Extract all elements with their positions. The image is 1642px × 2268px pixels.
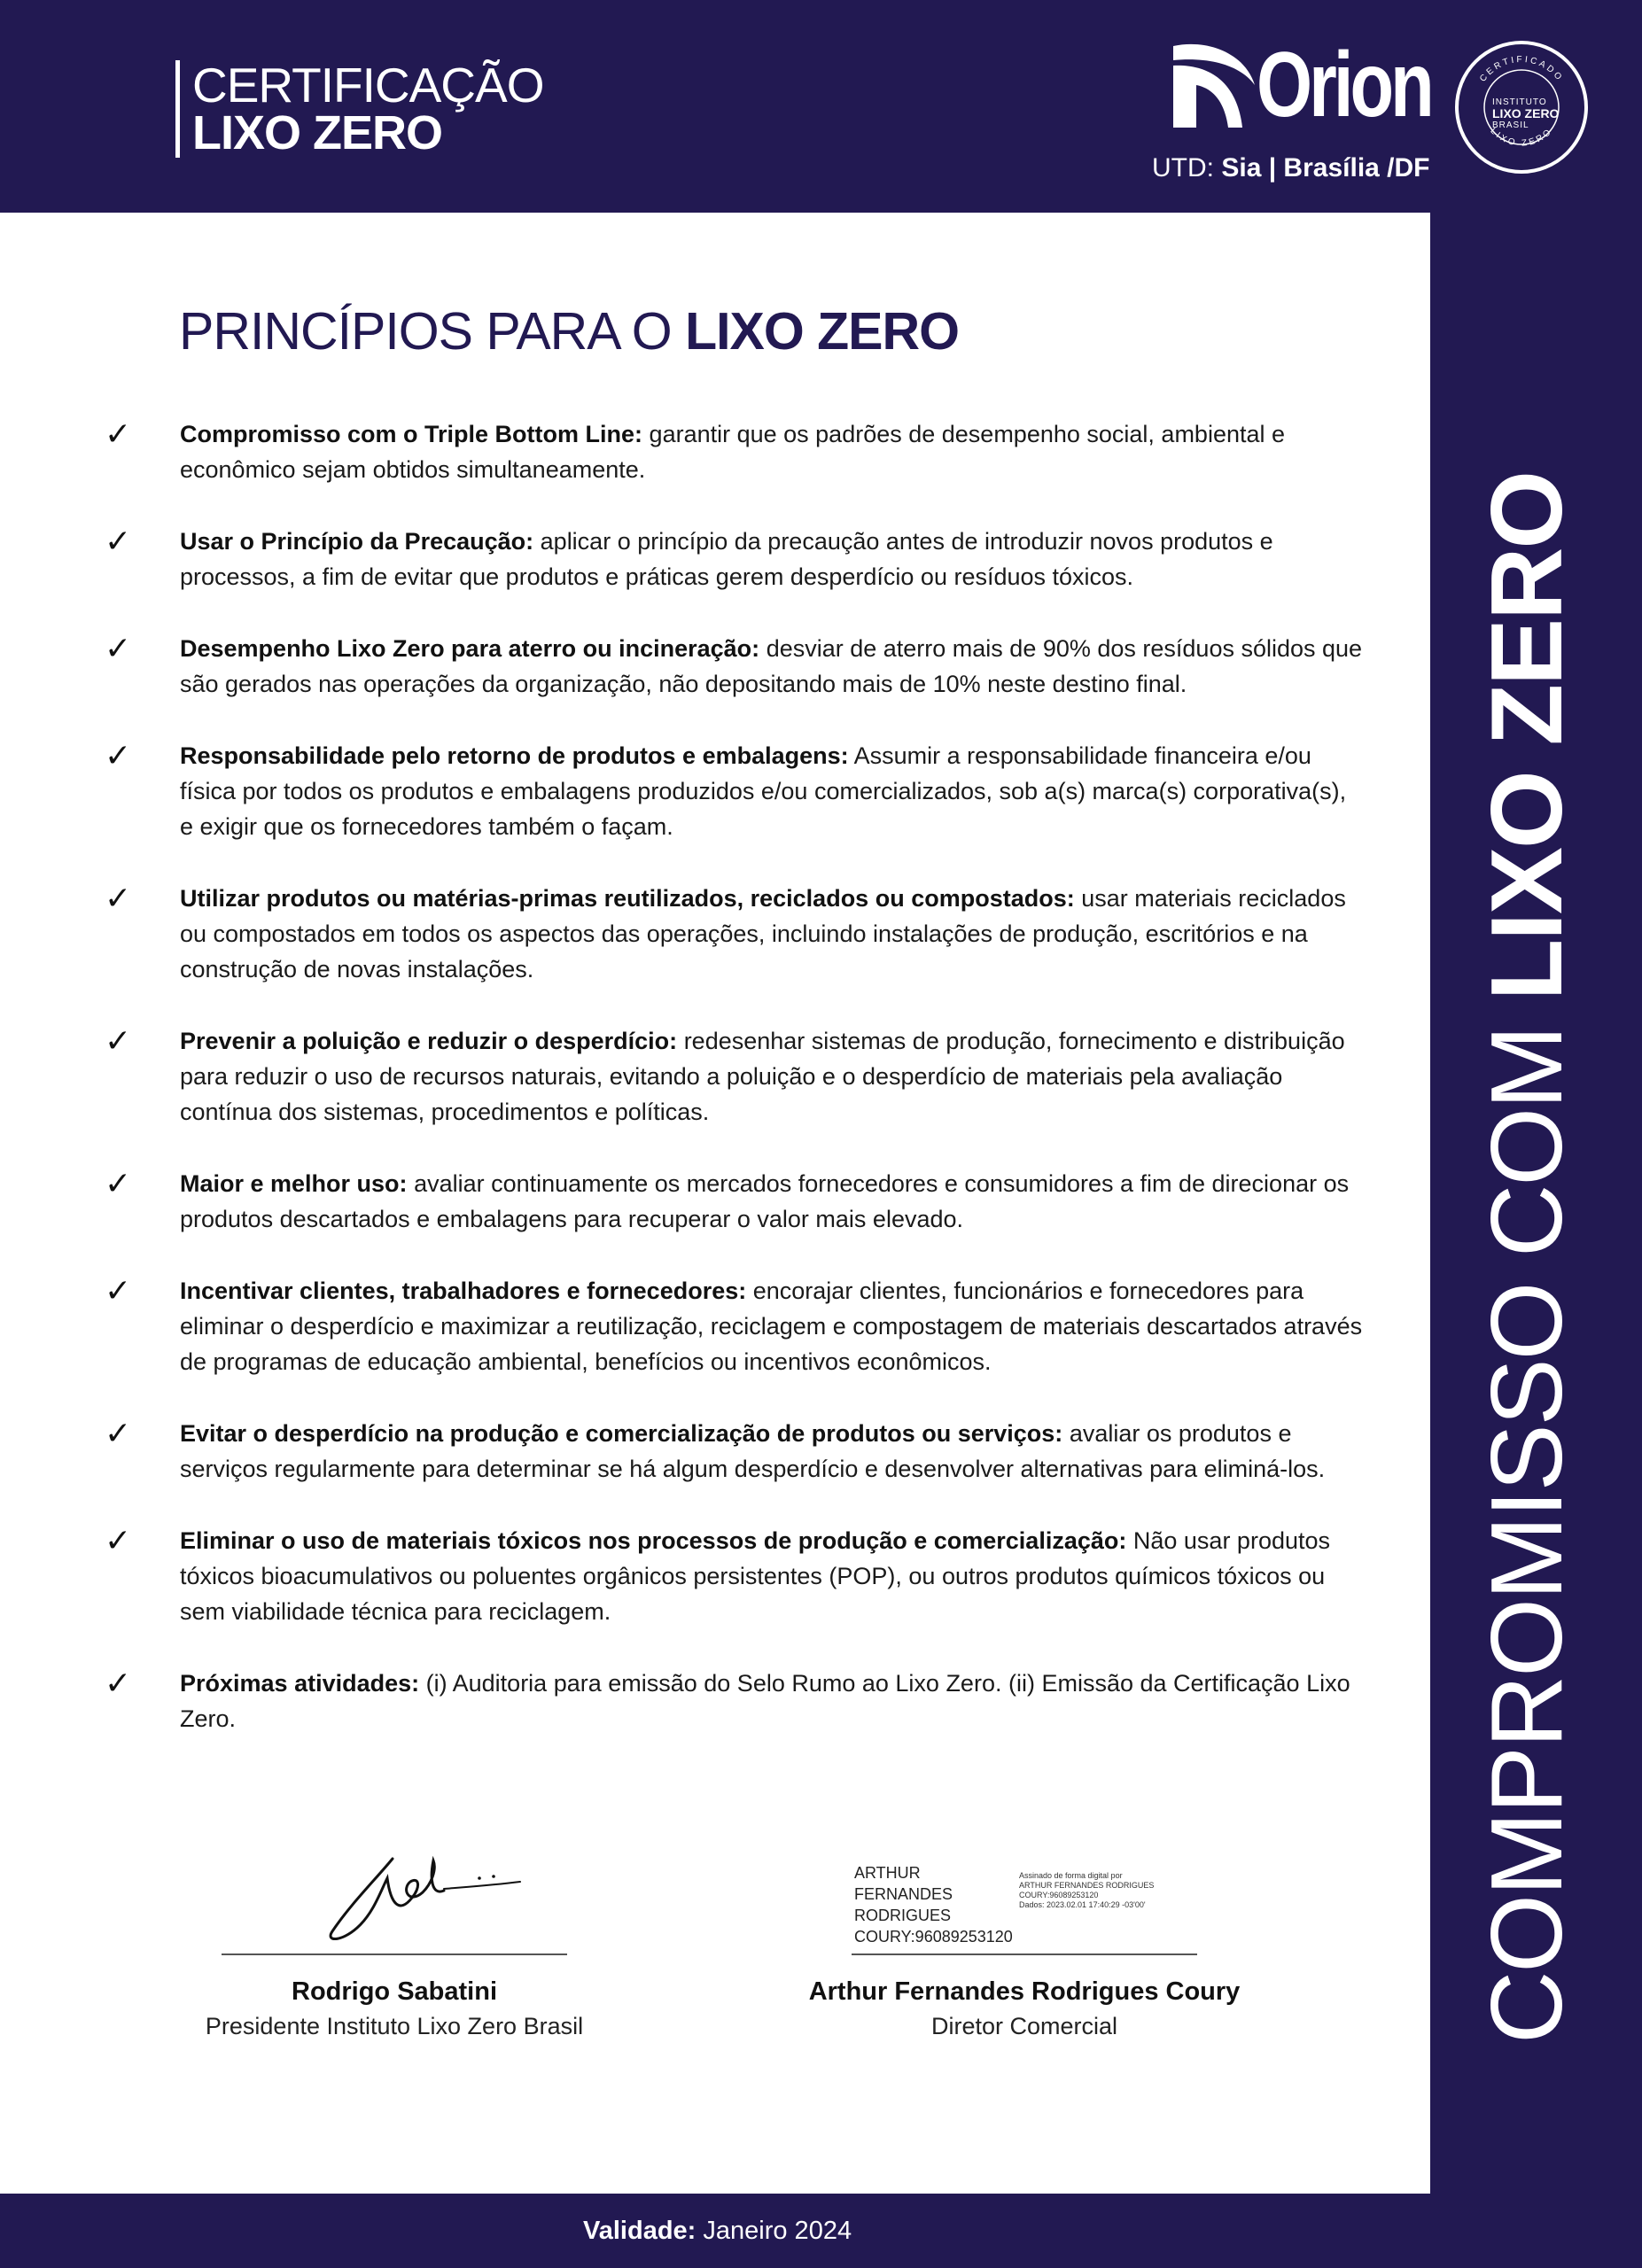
utd-label: UTD: bbox=[1152, 153, 1214, 183]
principle-text: (i) Auditoria para emissão do Selo Rumo ao Lixo Zero. (ii) Emissão da Certificação Lixo Zero. bbox=[180, 1670, 1350, 1732]
principle-heading: Usar o Princípio da Precaução: bbox=[180, 528, 534, 555]
utd-location bbox=[1152, 152, 1430, 184]
check-mark-icon: ✓ bbox=[105, 1415, 132, 1451]
principle-item bbox=[0, 1416, 1365, 1487]
orion-wordmark: Orion bbox=[1257, 34, 1431, 136]
signature-line bbox=[852, 1953, 1197, 1955]
check-mark-icon: ✓ bbox=[105, 1522, 132, 1558]
principle-text: avaliar os produtos e serviços regularmente para determinar se há algum desperdício e desenvolver alternativas para eliminá-los. bbox=[180, 1420, 1326, 1482]
principle-item bbox=[0, 1023, 1365, 1130]
principle-item bbox=[0, 631, 1365, 702]
side-slogan-strong: LIXO ZERO bbox=[1471, 471, 1584, 1001]
orion-logo bbox=[1170, 34, 1431, 136]
seal-arc-top: CERTIFICADO bbox=[1477, 54, 1566, 84]
check-mark-icon: ✓ bbox=[105, 1022, 132, 1059]
principle-heading: Prevenir a poluição e reduzir o desperdício: bbox=[180, 1028, 678, 1054]
header-band bbox=[0, 0, 1642, 213]
principle-heading: Próximas atividades: bbox=[180, 1670, 420, 1697]
digital-note-line: Assinado de forma digital por bbox=[1019, 1871, 1123, 1880]
digital-signature-name: ARTHUR FERNANDES RODRIGUES COURY:96089253120 bbox=[854, 1864, 1013, 1946]
signer-name: Arthur Fernandes Rodrigues Coury bbox=[808, 1977, 1241, 2006]
validity-label: Validade: bbox=[583, 2217, 696, 2245]
check-mark-icon: ✓ bbox=[105, 523, 132, 559]
digital-note-line: Dados: 2023.02.01 17:40:29 -03'00' bbox=[1019, 1900, 1146, 1909]
principle-text: desviar de aterro mais de 90% dos resíduos sólidos que são gerados nas operações da organização, não depositando mais de 10% neste destino final. bbox=[180, 635, 1363, 697]
digital-note-line: ARTHUR FERNANDES RODRIGUES bbox=[1019, 1881, 1155, 1890]
lixo-zero-seal-icon bbox=[1455, 41, 1588, 174]
page-title-light: PRINCÍPIOS PARA O bbox=[179, 302, 672, 361]
signer-name: Rodrigo Sabatini bbox=[292, 1977, 497, 2006]
orion-leaf-icon bbox=[1170, 39, 1258, 131]
signer-role: Diretor Comercial bbox=[930, 2013, 1118, 2039]
digital-note-line: COURY:96089253120 bbox=[1019, 1891, 1099, 1899]
principle-text: aplicar o princípio da precaução antes de introduzir novos produtos e processos, a fim de evitar que produtos e práticas gerem desperdício ou resíduos tóxicos. bbox=[180, 528, 1273, 590]
side-slogan-light: COMPROMISSO COM bbox=[1471, 1027, 1584, 2045]
principle-item bbox=[0, 416, 1365, 487]
principle-item bbox=[0, 1523, 1365, 1629]
check-mark-icon: ✓ bbox=[105, 737, 132, 773]
footer-band bbox=[0, 2194, 1642, 2268]
principle-text: encorajar clientes, funcionários e fornecedores para eliminar o desperdício e maximizar a reutilização, reciclagem e compostagem de materiais descartados através de programas de educação ambiental, benefícios ou incentivos econômicos. bbox=[180, 1278, 1363, 1375]
principle-heading: Desempenho Lixo Zero para aterro ou incineração: bbox=[180, 635, 760, 662]
validity-value: Janeiro 2024 bbox=[703, 2217, 852, 2245]
seal-name: LIXO ZERO bbox=[1492, 106, 1560, 120]
check-mark-icon: ✓ bbox=[105, 416, 132, 452]
check-mark-icon: ✓ bbox=[105, 630, 132, 666]
check-mark-icon: ✓ bbox=[105, 1272, 132, 1309]
principle-heading: Compromisso com o Triple Bottom Line: bbox=[180, 421, 643, 447]
page-title bbox=[179, 299, 959, 363]
digital-signature-note bbox=[1019, 1871, 1179, 1910]
validity bbox=[583, 2215, 852, 2247]
principle-heading: Utilizar produtos ou matérias-primas reutilizados, reciclados ou compostados: bbox=[180, 885, 1075, 912]
seal-institute: INSTITUTO bbox=[1492, 97, 1547, 107]
principle-heading: Eliminar o uso de materiais tóxicos nos processos de produção e comercialização: bbox=[180, 1527, 1127, 1554]
cert-logo-line2: LIXO ZERO bbox=[192, 106, 443, 159]
principle-text: Assumir a responsabilidade financeira e/ou física por todos os produtos e embalagens produzidos e/ou comercializados, sob a(s) marca(s) corporativa(s), e exigir que os fornecedores também o façam. bbox=[180, 742, 1347, 840]
principle-text: usar materiais reciclados ou compostados em todos os aspectos das operações, incluindo instalações de produção, escritórios e na construção de novas instalações. bbox=[180, 885, 1346, 983]
cert-logo-line1: CERTIFICAÇÃO bbox=[192, 58, 544, 113]
principle-item bbox=[0, 738, 1365, 844]
seal-arc-bottom: LIXO ZERO bbox=[1488, 126, 1555, 149]
principle-text: redesenhar sistemas de produção, fornecimento e distribuição para reduzir o uso de recursos naturais, evitando a poluição e o desperdício de materiais pela avaliação contínua dos sistemas, procedimentos e políticas. bbox=[180, 1028, 1345, 1125]
handwritten-signature bbox=[315, 1843, 527, 1949]
page-title-strong: LIXO ZERO bbox=[685, 302, 960, 361]
principle-item bbox=[0, 881, 1365, 987]
check-mark-icon: ✓ bbox=[105, 1165, 132, 1201]
check-mark-icon: ✓ bbox=[105, 1665, 132, 1701]
seal-country: BRASIL bbox=[1492, 120, 1529, 130]
check-mark-icon: ✓ bbox=[105, 880, 132, 916]
principle-heading: Responsabilidade pelo retorno de produtos e embalagens: bbox=[180, 742, 849, 769]
principle-item bbox=[0, 1273, 1365, 1379]
principle-item bbox=[0, 524, 1365, 594]
principle-item bbox=[0, 1166, 1365, 1237]
principle-item bbox=[0, 1666, 1365, 1736]
principle-text: avaliar continuamente os mercados fornecedores e consumidores a fim de direcionar os produtos descartados e embalagens para recuperar o valor mais elevado. bbox=[180, 1170, 1350, 1232]
side-slogan bbox=[1470, 472, 1585, 2044]
principle-text: Não usar produtos tóxicos bioacumulativos ou poluentes orgânicos persistentes (POP), ou outros produtos químicos tóxicos ou sem viabilidade técnica para reciclagem. bbox=[180, 1527, 1331, 1625]
utd-value: Sia | Brasília /DF bbox=[1221, 153, 1430, 183]
principle-heading: Maior e melhor uso: bbox=[180, 1170, 408, 1197]
signer-role: Presidente Instituto Lixo Zero Brasil bbox=[205, 2013, 584, 2039]
certificacao-logo bbox=[175, 60, 543, 158]
principle-heading: Evitar o desperdício na produção e comercialização de produtos ou serviços: bbox=[180, 1420, 1063, 1447]
principle-heading: Incentivar clientes, trabalhadores e fornecedores: bbox=[180, 1278, 747, 1304]
principle-text: garantir que os padrões de desempenho social, ambiental e econômico sejam obtidos simultaneamente. bbox=[180, 421, 1286, 483]
principles-list bbox=[0, 416, 1430, 1773]
signature-line bbox=[222, 1953, 567, 1955]
